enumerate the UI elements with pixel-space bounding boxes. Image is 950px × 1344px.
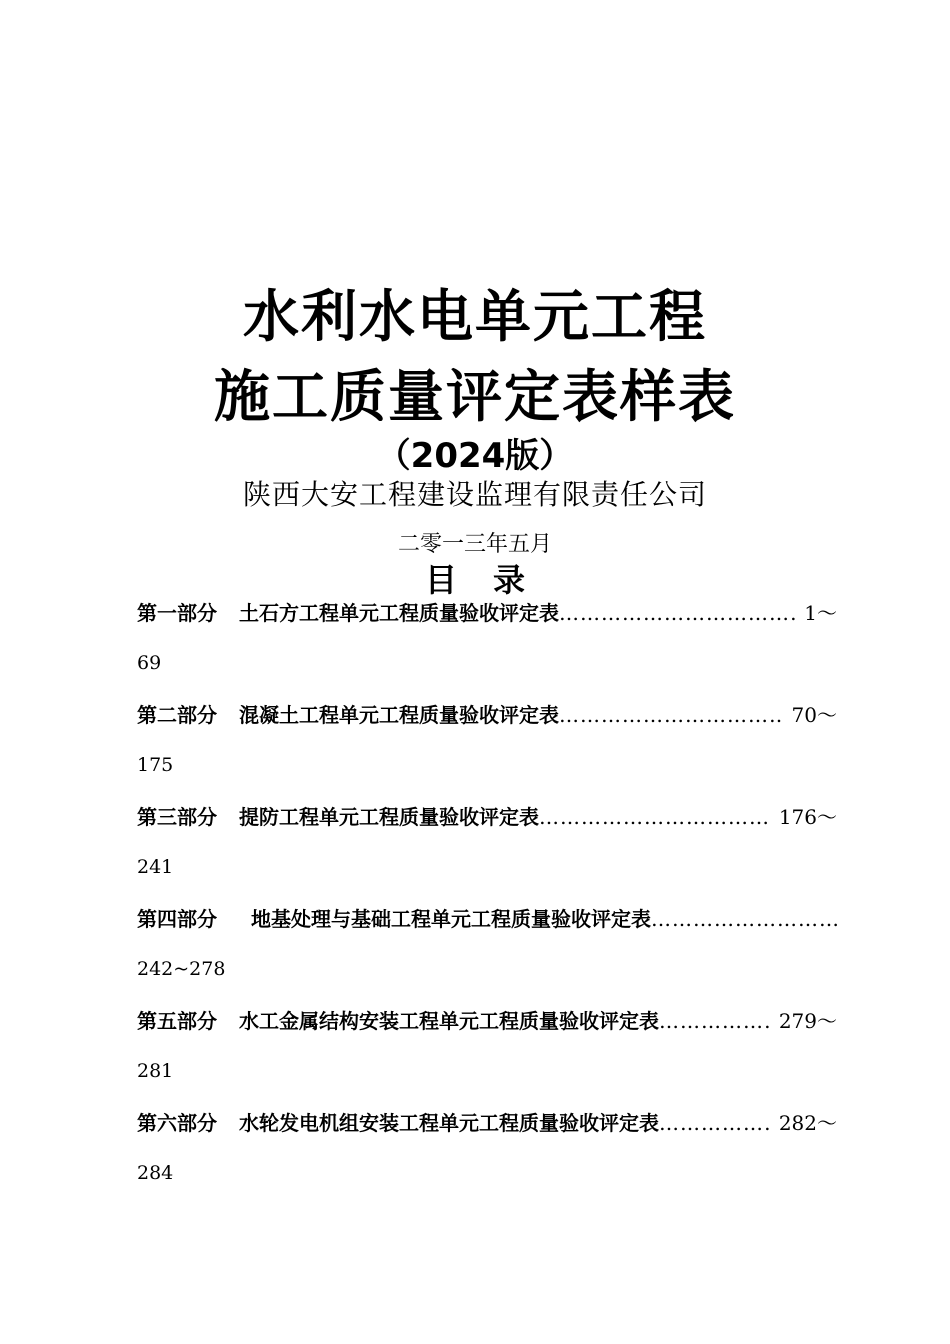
toc-leader-dots — [539, 800, 771, 834]
toc-page-end: 281 — [137, 1060, 174, 1082]
toc-heading-char: 录 — [493, 561, 526, 599]
toc-part-label: 第一部分 — [137, 601, 217, 625]
toc-entry-part-6[interactable] — [137, 1106, 837, 1208]
toc-heading — [0, 560, 950, 600]
toc-leader-dots — [659, 1004, 771, 1038]
toc-leader-dots — [559, 596, 796, 630]
title-line-2: 施工质量评定表样表 — [214, 365, 736, 430]
toc-title: 混凝土工程单元工程质量验收评定表 — [239, 703, 559, 727]
toc-leader-dots — [651, 902, 837, 936]
toc-page-start: 1～ — [804, 601, 837, 625]
toc-page-end: 242~278 — [137, 958, 226, 980]
toc-page-start: 282～ — [778, 1111, 837, 1135]
toc-entry-part-1[interactable] — [137, 596, 837, 698]
edition-label: （2024版） — [376, 436, 574, 476]
toc-page-end: 241 — [137, 856, 174, 878]
toc-page-end: 69 — [137, 652, 162, 674]
toc-title: 土石方工程单元工程质量验收评定表 — [239, 601, 559, 625]
toc-entry-part-2[interactable] — [137, 698, 837, 800]
toc-entry-part-5[interactable] — [137, 1004, 837, 1106]
toc-page-start: 279～ — [778, 1009, 837, 1033]
toc-title: 地基处理与基础工程单元工程质量验收评定表 — [251, 907, 651, 931]
toc-part-label: 第五部分 — [137, 1009, 217, 1033]
toc-page-start: 70～ — [791, 703, 837, 727]
toc-leader-dots — [659, 1106, 771, 1140]
publication-date: 二零一三年五月 — [397, 532, 552, 557]
toc-title: 水轮发电机组安装工程单元工程质量验收评定表 — [239, 1111, 659, 1135]
title-line-1: 水利水电单元工程 — [243, 285, 707, 350]
table-of-contents — [137, 596, 837, 1208]
toc-part-label: 第六部分 — [137, 1111, 217, 1135]
toc-page-end: 284 — [137, 1162, 174, 1184]
toc-entry-part-4[interactable] — [137, 902, 837, 1004]
toc-page-start: 176～ — [778, 805, 837, 829]
toc-page-end: 175 — [137, 754, 174, 776]
toc-part-label: 第三部分 — [137, 805, 217, 829]
toc-part-label: 第四部分 — [137, 907, 217, 931]
toc-title: 水工金属结构安装工程单元工程质量验收评定表 — [239, 1009, 659, 1033]
toc-title: 提防工程单元工程质量验收评定表 — [239, 805, 539, 829]
toc-entry-part-3[interactable] — [137, 800, 837, 902]
company-name: 陕西大安工程建设监理有限责任公司 — [242, 478, 707, 511]
toc-part-label: 第二部分 — [137, 703, 217, 727]
toc-heading-char: 目 — [424, 561, 457, 599]
toc-leader-dots — [559, 698, 784, 732]
